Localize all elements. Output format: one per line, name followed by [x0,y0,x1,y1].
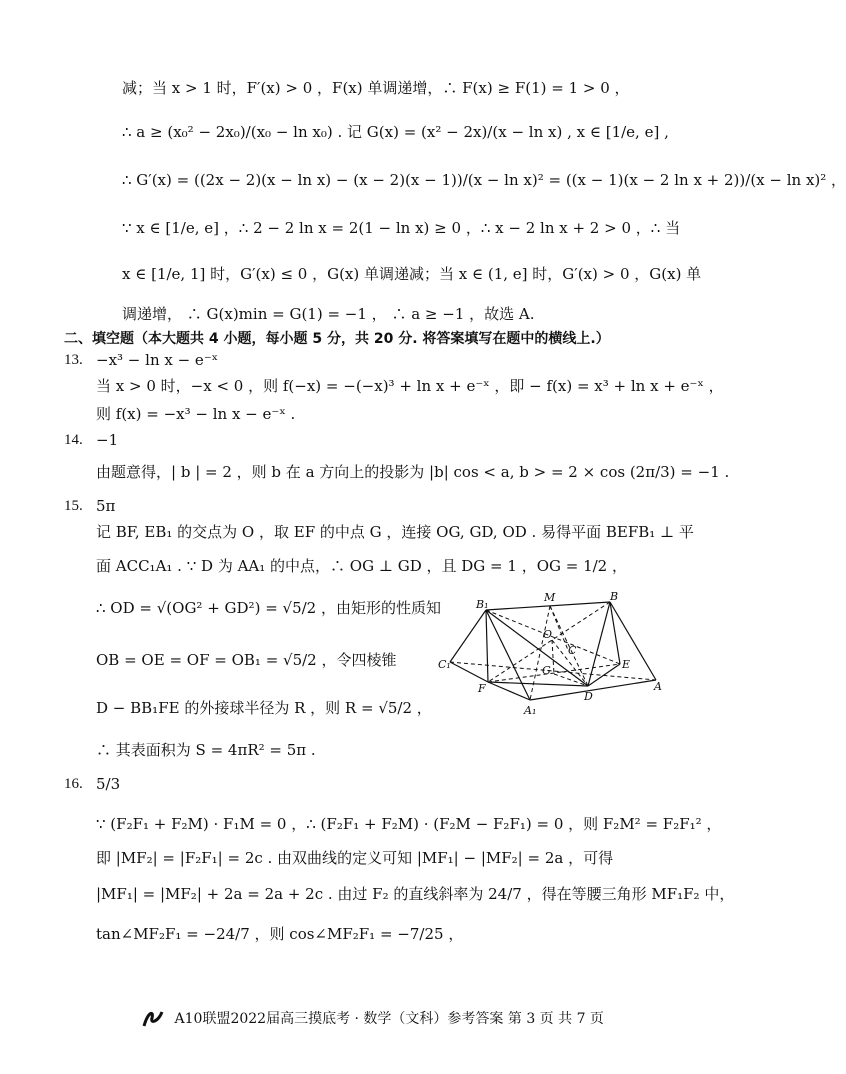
text-line: tan∠MF₂F₁ = −24/7 ，则 cos∠MF₂F₁ = −7/25 ， [96,925,464,943]
text-line: ∵ (F₂F₁ + F₂M) · F₁M = 0 ，∴ (F₂F₁ + F₂M) · (F₂M − F₂F₁) = 0 ，则 F₂M² = F₂F₁² ， [96,815,722,833]
label-c1: C₁ [438,658,451,671]
prism-figure [438,590,668,720]
edge-b1-c1 [450,610,486,662]
edge-b-a [610,602,656,680]
text-line: ∴ a ≥ (x₀² − 2x₀)/(x₀ − ln x₀) . 记 G(x) = (x² − 2x)/(x − ln x) , x ∈ [1/e, e] , [122,123,669,141]
question-number: 14. [64,432,83,448]
question-number: 16. [64,776,83,792]
section-title: 二、填空题（本大题共 4 小题，每小题 5 分，共 20 分. 将答案填写在题中的横线上.） [64,331,610,347]
text-line: x ∈ [1/e, 1] 时，G′(x) ≤ 0 ，G(x) 单调递减；当 x ∈ (1, e] 时，G′(x) > 0 ，G(x) 单 [122,265,702,283]
text-line: 当 x > 0 时，−x < 0 ，则 f(−x) = −(−x)³ + ln x + e⁻ˣ ，即 − f(x) = x³ + ln x + e⁻ˣ ， [96,377,724,395]
text-line: ∴ G′(x) = ((2x − 2)(x − ln x) − (x − 2)(x − 1))/(x − ln x)² = ((x − 1)(x − 2 ln x + 2))/(x − ln x)² ， [122,171,846,189]
answer-16: 5/3 [96,775,121,793]
edge-f-d [488,682,588,686]
label-o: O [543,628,553,641]
label-a: A [654,680,662,693]
label-g: G [542,664,551,677]
edge-b1-f [486,610,488,682]
hidden-o-g [552,640,554,674]
text-line: 由题意得，| b | = 2 ，则 b 在 a 方向上的投影为 |b| cos < a, b > = 2 × cos (2π/3) = −1 . [96,463,730,481]
page-footer [0,1008,744,1030]
label-e: E [622,658,631,671]
answer-13: −x³ − ln x − e⁻ˣ [96,351,219,369]
text-line: 调递增， ∴ G(x)min = G(1) = −1 ， ∴ a ≥ −1 ，故选 A. [122,305,535,323]
label-d: D [584,690,593,703]
footer-text: A10联盟2022届高三摸底考 · 数学（文科）参考答案 第 3 页 共 7 页 [174,1011,604,1027]
text-line: 记 BF, EB₁ 的交点为 O ，取 EF 的中点 G ，连接 OG, GD, OD . 易得平面 BEFB₁ ⊥ 平 [96,523,694,541]
label-c: C [568,644,577,657]
label-m: M [544,591,556,604]
text-line: ∴ 其表面积为 S = 4πR² = 5π . [96,741,316,759]
answer-15: 5π [96,497,116,515]
text-line: 面 ACC₁A₁ . ∵ D 为 AA₁ 的中点，∴ OG ⊥ GD ，且 DG = 1 ，OG = 1/2 ， [96,557,627,575]
text-line: ∵ x ∈ [1/e, e] ，∴ 2 − 2 ln x = 2(1 − ln x) ≥ 0 ，∴ x − 2 ln x + 2 > 0 ，∴ 当 [122,219,681,237]
text-line: 则 f(x) = −x³ − ln x − e⁻ˣ . [96,405,296,423]
publisher-logo-icon [140,1008,166,1030]
text-line: 即 |MF₂| = |F₂F₁| = 2c . 由双曲线的定义可知 |MF₁| − |MF₂| = 2a ，可得 [96,849,614,867]
text-line: OB = OE = OF = OB₁ = √5/2 ，令四棱锥 [96,651,397,669]
text-line: 减；当 x > 1 时，F′(x) > 0 ，F(x) 单调递增，∴ F(x) ≥ F(1) = 1 > 0 ， [122,79,630,97]
question-number: 13. [64,352,83,368]
label-b: B [610,590,619,603]
label-a1: A₁ [524,704,537,717]
text-line: ∴ OD = √(OG² + GD²) = √5/2 ，由矩形的性质知 [96,599,441,617]
edge-b1-a1 [486,610,530,700]
edge-f-a1 [488,682,530,700]
answer-14: −1 [96,431,119,449]
text-line: D − BB₁FE 的外接球半径为 R ，则 R = √5/2 ， [96,699,432,717]
label-f: F [478,682,486,695]
text-line: |MF₁| = |MF₂| + 2a = 2a + 2c . 由过 F₂ 的直线斜率为 24/7 ，得在等腰三角形 MF₁F₂ 中， [96,885,735,903]
label-b1: B₁ [476,598,489,611]
edge-c1-f [450,662,488,682]
question-number: 15. [64,498,83,514]
